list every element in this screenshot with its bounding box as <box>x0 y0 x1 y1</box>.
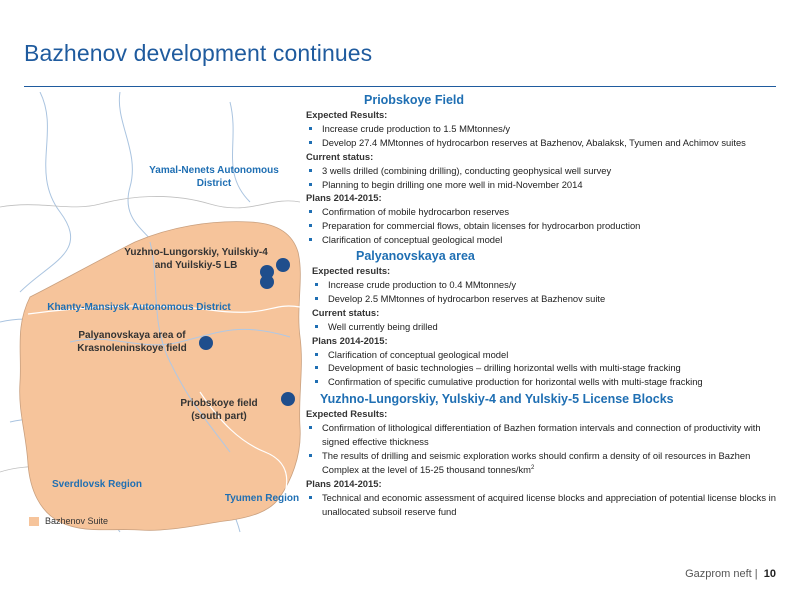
list-item: Increase crude production to 0.4 MMtonnes/y <box>312 278 786 292</box>
list-item: Confirmation of specific cumulative production for horizontal wells with multi-stage fracking <box>312 375 786 389</box>
region-map <box>0 92 310 572</box>
priobskoye-status-label: Current status: <box>306 150 374 162</box>
yuzhno-expected-label: Expected Results: <box>306 408 388 420</box>
list-item: Technical and economic assessment of acquired license blocks and appreciation of potential license blocks in unallocated subsoil reserve fund <box>306 491 786 519</box>
list-item: Confirmation of lithological differentiation of Bazhen formation intervals and connection of productivity with signed effective thickness <box>306 421 786 449</box>
list-item: 3 wells drilled (combining drilling), conducting geophysical well survey <box>306 164 786 178</box>
list-item <box>306 449 786 477</box>
list-item: Confirmation of mobile hydrocarbon reserves <box>306 205 786 219</box>
palyanovskaya-plans-list <box>312 348 786 390</box>
section-title-priobskoye: Priobskoye Field <box>364 93 465 107</box>
palyanovskaya-status-list <box>312 320 786 334</box>
label-priobskoye: Priobskoye field (south part) <box>180 398 258 422</box>
list-item: Develop 2.5 MMtonnes of hydrocarbon reserves at Bazhenov suite <box>312 292 786 306</box>
list-item: Develop 27.4 MMtonnes of hydrocarbon reserves at Bazhenov, Abalaksk, Tyumen and Achimov suites <box>306 136 786 150</box>
density-text: The results of drilling and seismic exploration works should confirm a density of oil resources in Bazhen Complex at the level of 15-25 thousand tonnes/km <box>322 449 751 475</box>
footer-company: Gazprom neft <box>685 568 752 580</box>
legend-swatch <box>29 517 39 526</box>
footer: Gazprom neft | 10 <box>685 568 776 580</box>
priobskoye-expected-list <box>306 122 786 150</box>
marker-priobskoye <box>281 392 295 406</box>
page-number: 10 <box>763 568 776 580</box>
legend-label: Bazhenov Suite <box>45 516 109 526</box>
palyanovskaya-status-label: Current status: <box>312 306 380 318</box>
list-item: Development of basic technologies – drilling horizontal wells with multi-stage fracking <box>312 361 786 375</box>
section-title-yuzhno: Yuzhno-Lungorskiy, Yulskiy-4 and Yulskiy-5 License Blocks <box>320 392 674 407</box>
palyanovskaya-block <box>306 248 786 389</box>
list-item: Well currently being drilled <box>312 320 786 334</box>
label-yamal: Yamal-Nenets Autonomous District <box>149 165 279 189</box>
priobskoye-plans-label: Plans 2014-2015: <box>306 192 382 204</box>
title-divider <box>24 86 776 87</box>
palyanovskaya-expected-list <box>312 278 786 306</box>
map-legend <box>29 516 108 526</box>
yuzhno-plans-list <box>306 491 786 519</box>
label-palyanovskaya: Palyanovskaya area of Krasnoleninskoye field <box>77 330 187 354</box>
list-item: Clarification of conceptual geological model <box>306 233 786 247</box>
unit-superscript: 2 <box>530 464 535 471</box>
list-item: Planning to begin drilling one more well in mid-November 2014 <box>306 178 786 192</box>
yuzhno-plans-label: Plans 2014-2015: <box>306 477 382 489</box>
yuzhno-expected-list <box>306 421 786 477</box>
label-tyumen: Tyumen Region <box>224 493 300 504</box>
priobskoye-status-list <box>306 164 786 192</box>
label-sverdlovsk: Sverdlovsk Region <box>51 479 143 490</box>
list-item: Clarification of conceptual geological model <box>312 348 786 362</box>
info-panel <box>306 92 786 518</box>
priobskoye-expected-label: Expected Results: <box>306 109 388 120</box>
label-khanty: Khanty-Mansiysk Autonomous District <box>47 302 231 313</box>
marker-yuzhno-2 <box>276 258 290 272</box>
page-title: Bazhenov development continues <box>24 40 373 66</box>
label-yuzhno: Yuzhno-Lungorskiy, Yuilskiy-4 and Yuilskiy-5 LB <box>124 247 268 271</box>
palyanovskaya-expected-label: Expected results: <box>312 265 391 277</box>
palyanovskaya-plans-label: Plans 2014-2015: <box>312 334 388 346</box>
list-item: Increase crude production to 1.5 MMtonnes/y <box>306 122 786 136</box>
priobskoye-plans-list <box>306 205 786 247</box>
list-item: Preparation for commercial flows, obtain licenses for hydrocarbon production <box>306 219 786 233</box>
section-title-palyanovskaya: Palyanovskaya area <box>356 249 475 264</box>
marker-yuzhno-3 <box>260 275 274 289</box>
